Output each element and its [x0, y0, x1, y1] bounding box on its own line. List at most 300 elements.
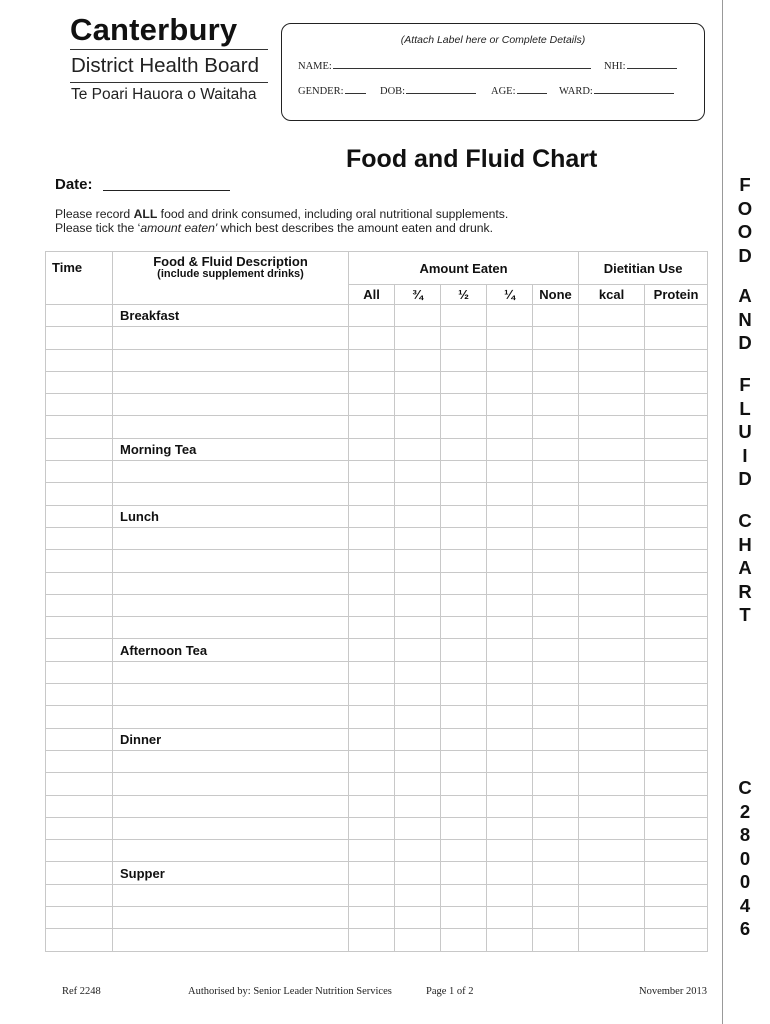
amount-tick-cell[interactable]: [487, 371, 533, 393]
table-row: [46, 572, 708, 594]
amount-tick-cell[interactable]: [487, 817, 533, 839]
protein-cell[interactable]: [645, 929, 708, 951]
kcal-cell[interactable]: [579, 371, 645, 393]
nhi-field[interactable]: [604, 59, 677, 72]
amount-tick-cell[interactable]: [487, 840, 533, 862]
amount-tick-cell[interactable]: [441, 394, 487, 416]
kcal-cell[interactable]: [579, 483, 645, 505]
amount-tick-cell[interactable]: [349, 862, 395, 884]
kcal-cell[interactable]: [579, 684, 645, 706]
amount-tick-cell[interactable]: [533, 527, 579, 549]
time-cell[interactable]: [46, 349, 113, 371]
time-cell[interactable]: [46, 750, 113, 772]
kcal-cell[interactable]: [579, 884, 645, 906]
amount-tick-cell[interactable]: [487, 706, 533, 728]
amount-tick-cell[interactable]: [349, 416, 395, 438]
time-cell[interactable]: [46, 661, 113, 683]
kcal-cell[interactable]: [579, 505, 645, 527]
amount-tick-cell[interactable]: [441, 929, 487, 951]
amount-tick-cell[interactable]: [487, 305, 533, 327]
amount-tick-cell[interactable]: [533, 684, 579, 706]
protein-cell[interactable]: [645, 305, 708, 327]
kcal-cell[interactable]: [579, 349, 645, 371]
amount-tick-cell[interactable]: [349, 728, 395, 750]
amount-tick-cell[interactable]: [395, 728, 441, 750]
protein-cell[interactable]: [645, 728, 708, 750]
amount-tick-cell[interactable]: [533, 728, 579, 750]
table-row: [46, 483, 708, 505]
amount-tick-cell[interactable]: [441, 505, 487, 527]
description-cell[interactable]: [113, 394, 349, 416]
amount-tick-cell[interactable]: [533, 550, 579, 572]
amount-tick-cell[interactable]: [395, 929, 441, 951]
amount-tick-cell[interactable]: [441, 817, 487, 839]
time-cell[interactable]: [46, 907, 113, 929]
amount-tick-cell[interactable]: [533, 907, 579, 929]
description-cell[interactable]: [113, 594, 349, 616]
protein-cell[interactable]: [645, 907, 708, 929]
nhi-blank[interactable]: [627, 59, 677, 69]
time-cell[interactable]: [46, 527, 113, 549]
amount-tick-cell[interactable]: [533, 773, 579, 795]
amount-tick-cell[interactable]: [395, 706, 441, 728]
table-header-row: [46, 252, 708, 285]
ward-blank[interactable]: [594, 84, 674, 94]
amount-tick-cell[interactable]: [487, 327, 533, 349]
amount-tick-cell[interactable]: [487, 349, 533, 371]
amount-tick-cell[interactable]: [349, 795, 395, 817]
amount-tick-cell[interactable]: [441, 884, 487, 906]
amount-tick-cell[interactable]: [349, 327, 395, 349]
time-cell[interactable]: [46, 817, 113, 839]
gender-blank[interactable]: [345, 84, 366, 94]
amount-tick-cell[interactable]: [349, 305, 395, 327]
kcal-cell[interactable]: [579, 639, 645, 661]
amount-tick-cell[interactable]: [533, 750, 579, 772]
protein-cell[interactable]: [645, 795, 708, 817]
description-cell[interactable]: [113, 773, 349, 795]
time-cell[interactable]: [46, 706, 113, 728]
amount-tick-cell[interactable]: [395, 438, 441, 460]
amount-tick-cell[interactable]: [533, 305, 579, 327]
label-box-caption: (Attach Label here or Complete Details): [400, 34, 586, 46]
protein-cell[interactable]: [645, 684, 708, 706]
time-cell[interactable]: [46, 438, 113, 460]
amount-tick-cell[interactable]: [441, 483, 487, 505]
amount-tick-cell[interactable]: [395, 416, 441, 438]
amount-tick-cell[interactable]: [487, 639, 533, 661]
amount-tick-cell[interactable]: [395, 483, 441, 505]
amount-tick-cell[interactable]: [533, 884, 579, 906]
amount-tick-cell[interactable]: [395, 349, 441, 371]
amount-tick-cell[interactable]: [487, 550, 533, 572]
time-cell[interactable]: [46, 394, 113, 416]
amount-tick-cell[interactable]: [349, 483, 395, 505]
amount-tick-cell[interactable]: [395, 305, 441, 327]
date-field[interactable]: [103, 190, 230, 191]
amount-tick-cell[interactable]: [441, 728, 487, 750]
amount-tick-cell[interactable]: [533, 617, 579, 639]
amount-tick-cell[interactable]: [349, 550, 395, 572]
time-cell[interactable]: [46, 728, 113, 750]
amount-tick-cell[interactable]: [487, 416, 533, 438]
kcal-cell[interactable]: [579, 327, 645, 349]
description-cell[interactable]: [113, 706, 349, 728]
meal-label[interactable]: Afternoon Tea: [113, 639, 349, 661]
kcal-cell[interactable]: [579, 661, 645, 683]
amount-tick-cell[interactable]: [349, 684, 395, 706]
amount-tick-cell[interactable]: [441, 862, 487, 884]
instruction-2-text-end: which best describes the amount eaten and drunk.: [217, 221, 493, 235]
amount-tick-cell[interactable]: [395, 907, 441, 929]
amount-tick-cell[interactable]: [533, 483, 579, 505]
amount-tick-cell[interactable]: [349, 371, 395, 393]
protein-cell[interactable]: [645, 438, 708, 460]
amount-tick-cell[interactable]: [441, 840, 487, 862]
instruction-line-1: [55, 207, 508, 221]
description-cell[interactable]: [113, 661, 349, 683]
amount-tick-cell[interactable]: [487, 594, 533, 616]
kcal-cell[interactable]: [579, 795, 645, 817]
amount-tick-cell[interactable]: [395, 327, 441, 349]
amount-tick-cell[interactable]: [441, 661, 487, 683]
amount-tick-cell[interactable]: [395, 505, 441, 527]
protein-cell[interactable]: [645, 527, 708, 549]
amount-tick-cell[interactable]: [441, 438, 487, 460]
time-cell[interactable]: [46, 795, 113, 817]
protein-cell[interactable]: [645, 349, 708, 371]
table-row: [46, 884, 708, 906]
time-cell[interactable]: [46, 862, 113, 884]
amount-tick-cell[interactable]: [349, 438, 395, 460]
description-cell[interactable]: [113, 929, 349, 951]
kcal-cell[interactable]: [579, 416, 645, 438]
time-cell[interactable]: [46, 505, 113, 527]
amount-tick-cell[interactable]: [441, 349, 487, 371]
time-cell[interactable]: [46, 840, 113, 862]
protein-cell[interactable]: [645, 773, 708, 795]
amount-tick-cell[interactable]: [533, 840, 579, 862]
amount-tick-cell[interactable]: [349, 505, 395, 527]
kcal-cell[interactable]: [579, 572, 645, 594]
kcal-cell[interactable]: [579, 728, 645, 750]
table-row: [46, 416, 708, 438]
kcal-cell[interactable]: [579, 527, 645, 549]
amount-tick-cell[interactable]: [441, 750, 487, 772]
protein-cell[interactable]: [645, 639, 708, 661]
description-cell[interactable]: [113, 572, 349, 594]
page-title: Food and Fluid Chart: [346, 145, 598, 173]
amount-tick-cell[interactable]: [533, 572, 579, 594]
amount-tick-cell[interactable]: [349, 773, 395, 795]
protein-cell[interactable]: [645, 840, 708, 862]
time-cell[interactable]: [46, 483, 113, 505]
nhi-label: NHI:: [604, 61, 626, 72]
amount-tick-cell[interactable]: [441, 706, 487, 728]
kcal-cell[interactable]: [579, 840, 645, 862]
kcal-cell[interactable]: [579, 594, 645, 616]
amount-tick-cell[interactable]: [487, 527, 533, 549]
amount-tick-cell[interactable]: [487, 661, 533, 683]
amount-tick-cell[interactable]: [395, 840, 441, 862]
time-cell[interactable]: [46, 371, 113, 393]
table-row: [46, 684, 708, 706]
time-cell[interactable]: [46, 416, 113, 438]
name-field[interactable]: [298, 59, 591, 72]
description-cell[interactable]: [113, 416, 349, 438]
time-cell[interactable]: [46, 773, 113, 795]
side-divider: [722, 0, 723, 1024]
protein-cell[interactable]: [645, 461, 708, 483]
description-cell[interactable]: [113, 371, 349, 393]
description-cell[interactable]: [113, 349, 349, 371]
amount-tick-cell[interactable]: [441, 572, 487, 594]
amount-tick-cell[interactable]: [441, 617, 487, 639]
amount-tick-cell[interactable]: [349, 750, 395, 772]
side-letters: F L U I D: [738, 374, 752, 489]
ward-field[interactable]: [559, 84, 674, 97]
table-row: [46, 661, 708, 683]
time-cell[interactable]: [46, 639, 113, 661]
amount-tick-cell[interactable]: [395, 594, 441, 616]
amount-tick-cell[interactable]: [533, 639, 579, 661]
amount-tick-cell[interactable]: [349, 661, 395, 683]
amount-tick-cell[interactable]: [487, 929, 533, 951]
time-cell[interactable]: [46, 617, 113, 639]
amount-tick-cell[interactable]: [487, 483, 533, 505]
amount-tick-cell[interactable]: [349, 817, 395, 839]
kcal-cell[interactable]: [579, 817, 645, 839]
amount-tick-cell[interactable]: [349, 706, 395, 728]
protein-cell[interactable]: [645, 416, 708, 438]
kcal-cell[interactable]: [579, 862, 645, 884]
amount-tick-cell[interactable]: [349, 907, 395, 929]
amount-tick-cell[interactable]: [533, 416, 579, 438]
protein-cell[interactable]: [645, 371, 708, 393]
description-cell[interactable]: [113, 461, 349, 483]
amount-tick-cell[interactable]: [533, 371, 579, 393]
description-cell[interactable]: [113, 907, 349, 929]
time-cell[interactable]: [46, 572, 113, 594]
protein-cell[interactable]: [645, 505, 708, 527]
amount-tick-cell[interactable]: [395, 461, 441, 483]
amount-tick-cell[interactable]: [441, 795, 487, 817]
kcal-cell[interactable]: [579, 550, 645, 572]
protein-cell[interactable]: [645, 862, 708, 884]
description-cell[interactable]: [113, 795, 349, 817]
kcal-cell[interactable]: [579, 929, 645, 951]
protein-cell[interactable]: [645, 817, 708, 839]
time-cell[interactable]: [46, 594, 113, 616]
protein-cell[interactable]: [645, 661, 708, 683]
amount-tick-cell[interactable]: [349, 884, 395, 906]
amount-tick-cell[interactable]: [395, 750, 441, 772]
instruction-1-text-end: food and drink consumed, including oral nutritional supplements.: [157, 207, 509, 221]
protein-cell[interactable]: [645, 394, 708, 416]
time-cell[interactable]: [46, 884, 113, 906]
amount-tick-cell[interactable]: [349, 639, 395, 661]
kcal-cell[interactable]: [579, 617, 645, 639]
amount-tick-cell[interactable]: [441, 907, 487, 929]
meal-label[interactable]: Supper: [113, 862, 349, 884]
amount-tick-cell[interactable]: [487, 684, 533, 706]
meal-label[interactable]: Dinner: [113, 728, 349, 750]
kcal-cell[interactable]: [579, 750, 645, 772]
time-cell[interactable]: [46, 461, 113, 483]
protein-cell[interactable]: [645, 327, 708, 349]
amount-tick-cell[interactable]: [533, 505, 579, 527]
description-cell[interactable]: [113, 483, 349, 505]
protein-cell[interactable]: [645, 617, 708, 639]
description-cell[interactable]: [113, 527, 349, 549]
amount-tick-cell[interactable]: [487, 884, 533, 906]
kcal-cell[interactable]: [579, 394, 645, 416]
amount-tick-cell[interactable]: [395, 795, 441, 817]
amount-tick-cell[interactable]: [395, 371, 441, 393]
amount-tick-cell[interactable]: [487, 438, 533, 460]
amount-tick-cell[interactable]: [349, 617, 395, 639]
amount-tick-cell[interactable]: [441, 550, 487, 572]
amount-tick-cell[interactable]: [533, 394, 579, 416]
amount-all-header: All: [349, 285, 395, 305]
amount-tick-cell[interactable]: [395, 773, 441, 795]
protein-cell[interactable]: [645, 483, 708, 505]
protein-cell[interactable]: [645, 706, 708, 728]
age-blank[interactable]: [517, 84, 547, 94]
time-cell[interactable]: [46, 550, 113, 572]
kcal-header: kcal: [579, 285, 645, 305]
meal-label[interactable]: Breakfast: [113, 305, 349, 327]
table-row: [46, 929, 708, 951]
amount-tick-cell[interactable]: [395, 684, 441, 706]
amount-tick-cell[interactable]: [395, 661, 441, 683]
amount-tick-cell[interactable]: [441, 327, 487, 349]
amount-tick-cell[interactable]: [533, 461, 579, 483]
amount-tick-cell[interactable]: [487, 394, 533, 416]
amount-tick-cell[interactable]: [441, 527, 487, 549]
amount-tick-cell[interactable]: [441, 305, 487, 327]
amount-tick-cell[interactable]: [395, 572, 441, 594]
amount-tick-cell[interactable]: [441, 773, 487, 795]
description-cell[interactable]: [113, 840, 349, 862]
amount-tick-cell[interactable]: [533, 327, 579, 349]
description-cell[interactable]: [113, 817, 349, 839]
description-cell[interactable]: [113, 327, 349, 349]
time-cell[interactable]: [46, 684, 113, 706]
dob-blank[interactable]: [406, 84, 476, 94]
amount-tick-cell[interactable]: [349, 929, 395, 951]
gender-field[interactable]: [298, 84, 366, 97]
meal-label[interactable]: Morning Tea: [113, 438, 349, 460]
amount-tick-cell[interactable]: [487, 461, 533, 483]
amount-tick-cell[interactable]: [487, 795, 533, 817]
amount-tick-cell[interactable]: [533, 706, 579, 728]
time-cell[interactable]: [46, 929, 113, 951]
description-cell[interactable]: [113, 750, 349, 772]
age-field[interactable]: [491, 84, 547, 97]
amount-tick-cell[interactable]: [487, 750, 533, 772]
amount-tick-cell[interactable]: [487, 773, 533, 795]
meal-label[interactable]: Lunch: [113, 505, 349, 527]
kcal-cell[interactable]: [579, 461, 645, 483]
footer-ref: Ref 2248: [62, 986, 101, 997]
description-cell[interactable]: [113, 617, 349, 639]
amount-tick-cell[interactable]: [349, 840, 395, 862]
dob-field[interactable]: [380, 84, 476, 97]
logo-divider-2: [70, 82, 268, 83]
amount-tick-cell[interactable]: [395, 817, 441, 839]
amount-tick-cell[interactable]: [395, 884, 441, 906]
amount-tick-cell[interactable]: [349, 572, 395, 594]
amount-tick-cell[interactable]: [487, 728, 533, 750]
description-cell[interactable]: [113, 550, 349, 572]
amount-tick-cell[interactable]: [395, 639, 441, 661]
logo-divider: [70, 49, 268, 50]
kcal-cell[interactable]: [579, 773, 645, 795]
side-title-chart: [728, 509, 762, 627]
amount-tick-cell[interactable]: [395, 617, 441, 639]
kcal-cell[interactable]: [579, 438, 645, 460]
dietitian-use-header: Dietitian Use: [579, 252, 708, 285]
amount-tick-cell[interactable]: [441, 461, 487, 483]
kcal-cell[interactable]: [579, 907, 645, 929]
amount-tick-cell[interactable]: [349, 349, 395, 371]
name-blank[interactable]: [333, 59, 591, 69]
description-cell[interactable]: [113, 684, 349, 706]
description-cell[interactable]: [113, 884, 349, 906]
amount-tick-cell[interactable]: [349, 461, 395, 483]
amount-tick-cell[interactable]: [349, 594, 395, 616]
table-row: [46, 773, 708, 795]
amount-tick-cell[interactable]: [533, 817, 579, 839]
amount-tick-cell[interactable]: [395, 394, 441, 416]
amount-tick-cell[interactable]: [533, 929, 579, 951]
amount-tick-cell[interactable]: [395, 550, 441, 572]
amount-tick-cell[interactable]: [533, 661, 579, 683]
time-cell[interactable]: [46, 305, 113, 327]
time-cell[interactable]: [46, 327, 113, 349]
protein-cell[interactable]: [645, 594, 708, 616]
amount-tick-cell[interactable]: [533, 594, 579, 616]
amount-tick-cell[interactable]: [533, 349, 579, 371]
amount-tick-cell[interactable]: [533, 438, 579, 460]
amount-tick-cell[interactable]: [441, 639, 487, 661]
protein-cell[interactable]: [645, 550, 708, 572]
amount-tick-cell[interactable]: [533, 862, 579, 884]
amount-tick-cell[interactable]: [349, 527, 395, 549]
amount-tick-cell[interactable]: [395, 862, 441, 884]
amount-tick-cell[interactable]: [441, 416, 487, 438]
amount-tick-cell[interactable]: [441, 684, 487, 706]
amount-tick-cell[interactable]: [441, 371, 487, 393]
amount-tick-cell[interactable]: [533, 795, 579, 817]
amount-tick-cell[interactable]: [395, 527, 441, 549]
amount-tick-cell[interactable]: [487, 907, 533, 929]
kcal-cell[interactable]: [579, 305, 645, 327]
amount-tick-cell[interactable]: [487, 617, 533, 639]
protein-cell[interactable]: [645, 572, 708, 594]
protein-cell[interactable]: [645, 750, 708, 772]
description-header-subtitle: (include supplement drinks): [157, 268, 304, 280]
side-title-food: [728, 173, 762, 267]
amount-tick-cell[interactable]: [487, 572, 533, 594]
kcal-cell[interactable]: [579, 706, 645, 728]
amount-tick-cell[interactable]: [487, 862, 533, 884]
amount-tick-cell[interactable]: [487, 505, 533, 527]
protein-cell[interactable]: [645, 884, 708, 906]
amount-tick-cell[interactable]: [349, 394, 395, 416]
amount-tick-cell[interactable]: [441, 594, 487, 616]
